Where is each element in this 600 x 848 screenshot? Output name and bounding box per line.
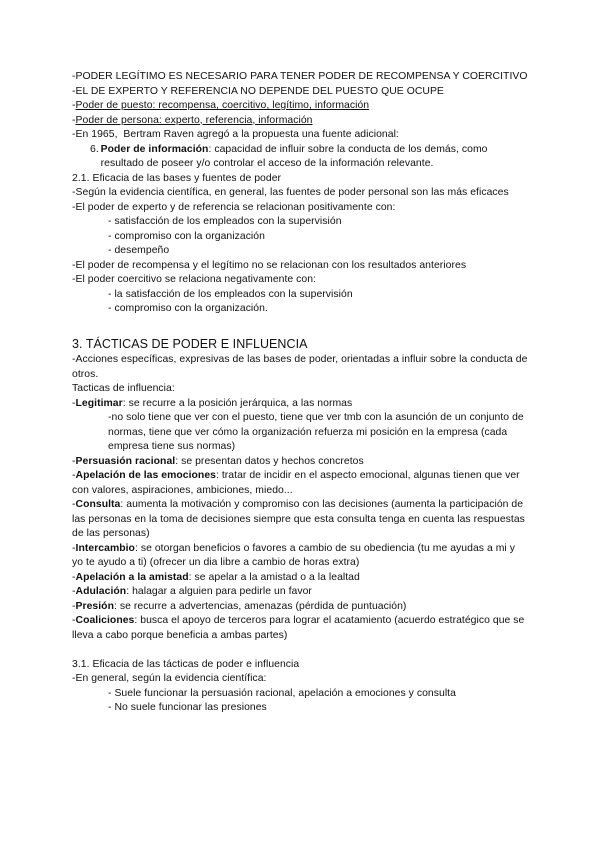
text-line: Tacticas de influencia: bbox=[72, 383, 175, 394]
section-title: 3. TÁCTICAS DE PODER E INFLUENCIA bbox=[72, 337, 308, 351]
list-item: - Suele funcionar la persuasión racional, apelación a emociones y consulta bbox=[108, 687, 456, 699]
section-heading: 2.1. Eficacia de las bases y fuentes de poder bbox=[72, 172, 282, 184]
term-description: : se otorgan beneficios o favores a cambio de su obediencia (tu me ayudas a mi y yo te ayudo a ti) (ofrecer un dia libre a cambio de horas extra) bbox=[72, 542, 518, 568]
spacer bbox=[72, 643, 528, 658]
bold-term: Consulta bbox=[75, 499, 121, 510]
text-line: -PODER LEGÍTIMO ES NECESARIO PARA TENER PODER DE RECOMPENSA Y COERCITIVO bbox=[72, 71, 528, 82]
list-item: - satisfacción de los empleados con la supervisión bbox=[108, 216, 342, 227]
text-line: -Acciones específicas, expresivas de las bases de poder, orientadas a influir sobre la conducta de otros. bbox=[72, 354, 531, 380]
list-item: - compromiso con la organización bbox=[108, 230, 265, 242]
text-line: -En 1965, Bertram Raven agregó a la propuesta una fuente adicional: bbox=[72, 129, 399, 140]
bold-term: Poder de información bbox=[100, 143, 209, 155]
bold-term: Intercambio bbox=[75, 542, 135, 554]
term-description: : se presentan datos y hechos concretos bbox=[175, 455, 364, 467]
line-prefix: - bbox=[72, 542, 76, 554]
line-prefix: - bbox=[72, 470, 76, 481]
text-line bbox=[72, 99, 528, 114]
line-prefix: - bbox=[72, 571, 76, 583]
underlined-text: Poder de puesto: recompensa, coercitivo, legítimo, información bbox=[75, 100, 370, 111]
bold-term: Presión bbox=[75, 600, 114, 612]
text-line: -EL DE EXPERTO Y REFERENCIA NO DEPENDE DEL PUESTO QUE OCUPE bbox=[72, 85, 444, 97]
term-description: : se recurre a advertencias, amenazas (pérdida de puntuación) bbox=[113, 600, 407, 612]
term-description: : busca el apoyo de terceros para lograr el acatamiento (acuerdo estratégico que se lleva a cabo porque beneficia a ambas partes) bbox=[72, 615, 528, 641]
tactic-item bbox=[72, 397, 528, 412]
tactic-item bbox=[72, 614, 528, 643]
numbered-item bbox=[72, 143, 528, 172]
tactic-item bbox=[72, 469, 528, 498]
line-prefix: - bbox=[72, 586, 76, 597]
bold-term: Apelación a la amistad bbox=[75, 571, 189, 583]
text-line bbox=[72, 114, 528, 129]
term-description: : aumenta la motivación y compromiso con las decisiones (aumenta la participación de las personas en la toma de decisiones siempre que esta consulta tenga en cuenta las respuestas de las personas) bbox=[72, 499, 528, 539]
tactic-item bbox=[72, 585, 528, 600]
text-line: -El poder de recompensa y el legítimo no se relacionan con los resultados anteriores bbox=[72, 259, 467, 271]
bold-term: Coaliciones bbox=[75, 615, 135, 626]
line-prefix: - bbox=[72, 100, 76, 111]
list-item: - No suele funcionar las presiones bbox=[108, 702, 267, 713]
tactic-item bbox=[72, 571, 528, 586]
tactic-note: -no solo tiene que ver con el puesto, tiene que ver tmb con la asunción de un conjunto de normas, tiene que ver cómo la organización refuerza mi posición en la empresa (cada empresa tiene sus normas) bbox=[108, 412, 527, 452]
text-line: -En general, según la evidencia científica: bbox=[72, 673, 267, 684]
spacer bbox=[72, 317, 528, 332]
term-description: : tratar de incidir en el aspecto emocional, algunas tienen que ver con valores, aspiraciones, ambiciones, miedo... bbox=[72, 470, 523, 496]
tactic-item bbox=[72, 455, 528, 470]
line-prefix: - bbox=[72, 455, 76, 467]
list-item: - la satisfacción de los empleados con la supervisión bbox=[108, 288, 353, 300]
line-prefix: - bbox=[72, 114, 76, 126]
term-description: : halagar a alguien para pedirle un favor bbox=[126, 586, 312, 597]
bold-term: Adulación bbox=[75, 586, 127, 597]
tactic-item bbox=[72, 498, 528, 542]
tactic-item bbox=[72, 542, 528, 571]
document-body bbox=[72, 70, 531, 716]
bold-term: Persuasión racional bbox=[75, 455, 176, 467]
line-prefix: - bbox=[72, 600, 76, 612]
bold-term: Apelación de las emociones bbox=[75, 470, 216, 481]
term-description: : capacidad de influir sobre la conducta de los demás, como resultado de poseer y/o controlar el acceso de la información relevante. bbox=[100, 143, 491, 169]
list-item: - desempeño bbox=[108, 245, 170, 256]
text-line: -El poder de experto y de referencia se relacionan positivamente con: bbox=[72, 201, 396, 213]
section-heading: 3.1. Eficacia de las tácticas de poder e influencia bbox=[72, 658, 300, 670]
term-description: : se recurre a la posición jerárquica, a las normas bbox=[122, 397, 353, 409]
underlined-text: Poder de persona: experto, referencia, información bbox=[75, 114, 313, 126]
text-line: -Según la evidencia científica, en general, las fuentes de poder personal son las más eficaces bbox=[72, 187, 509, 198]
line-prefix: - bbox=[72, 615, 76, 626]
term-description: : se apelar a la amistad o a la lealtad bbox=[188, 571, 360, 583]
line-prefix: - bbox=[72, 499, 76, 510]
line-prefix: - bbox=[72, 397, 76, 409]
item-text bbox=[101, 143, 528, 172]
bold-term: Legitimar bbox=[75, 397, 123, 409]
text-line: -El poder coercitivo se relaciona negativamente con: bbox=[72, 274, 317, 285]
item-number: 6. bbox=[90, 143, 99, 155]
list-item: - compromiso con la organización. bbox=[108, 303, 268, 314]
tactic-item bbox=[72, 600, 528, 615]
